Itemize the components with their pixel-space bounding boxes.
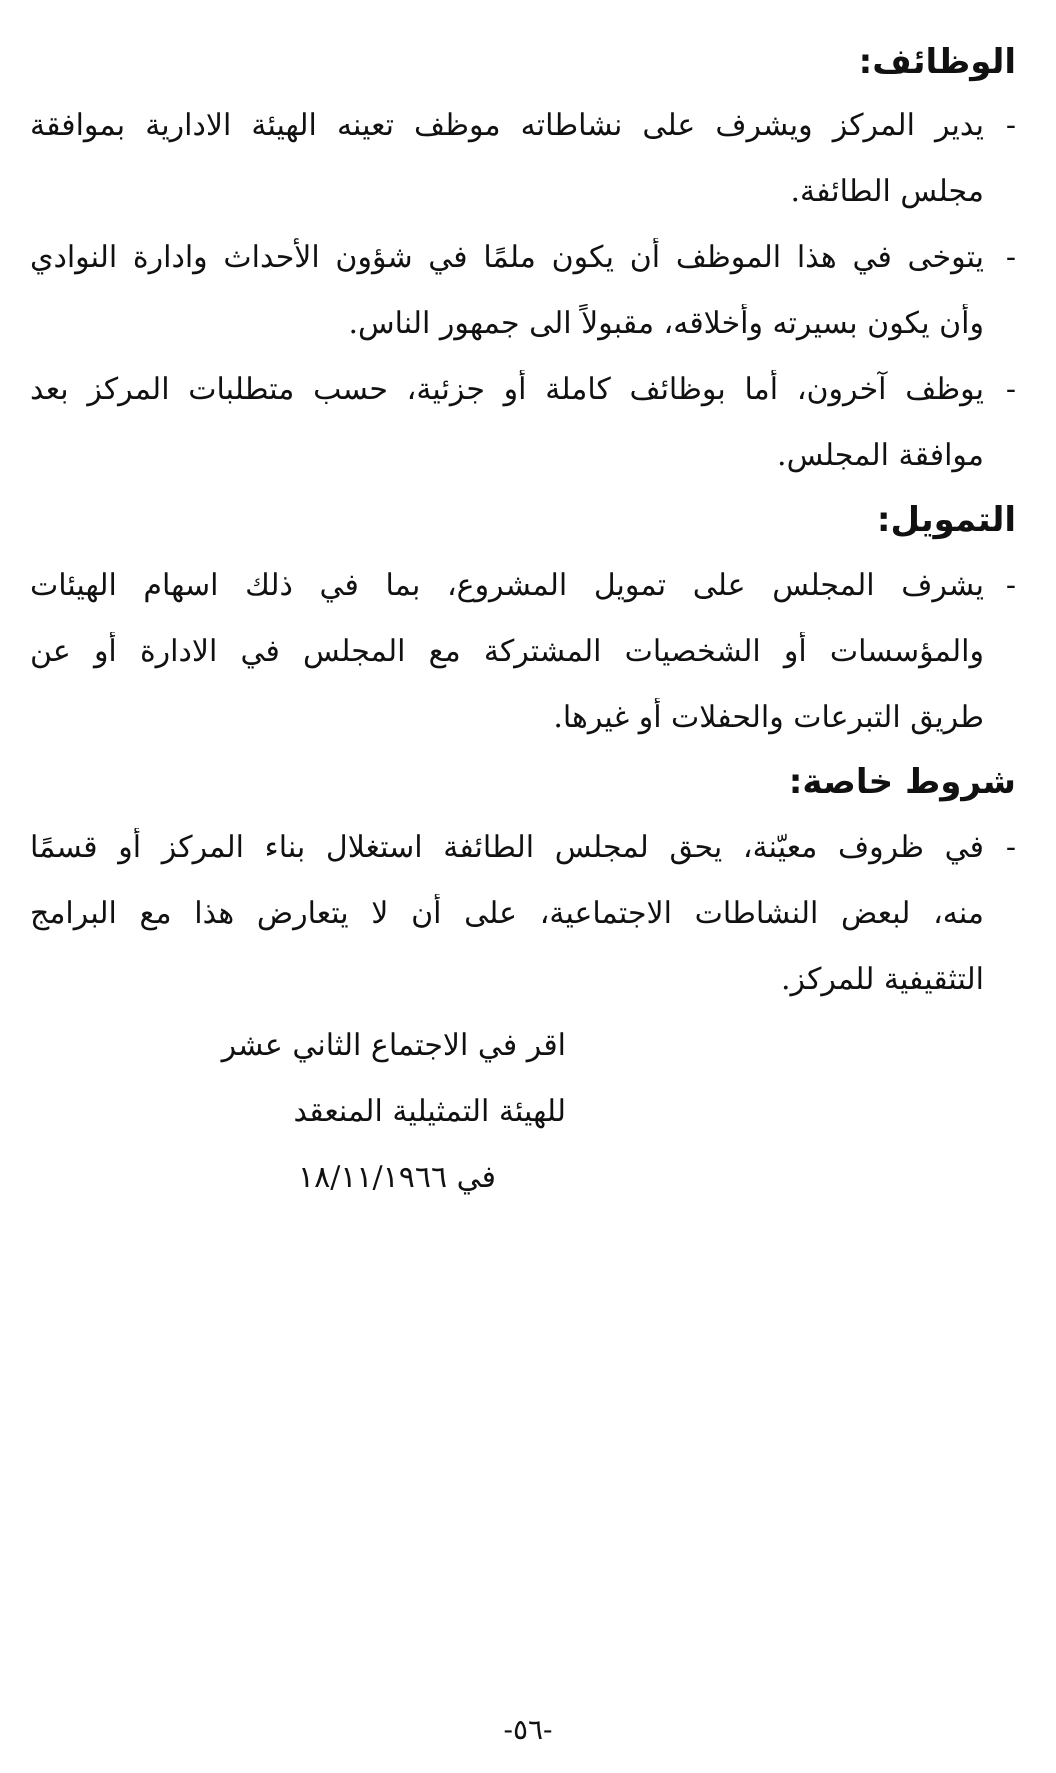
jobs-item-3-line-1: يوظف آخرون، أما بوظائف كاملة أو جزئية، حسب متطلبات المركز بعد: [30, 372, 984, 407]
jobs-item-1-marker: -: [1005, 108, 1016, 143]
funding-item-1-line-1: يشرف المجلس على تمويل المشروع، بما في ذلك اسهام الهيئات: [30, 568, 984, 603]
page-number: -٥٦-: [503, 1713, 553, 1746]
conditions-item-1-line-1: في ظروف معيّنة، يحق لمجلس الطائفة استغلال بناء المركز أو قسمًا: [30, 830, 984, 865]
jobs-item-3-marker: -: [1005, 372, 1016, 407]
approval-line-2: للهيئة التمثيلية المنعقد: [293, 1094, 566, 1129]
jobs-item-2-line-1: يتوخى في هذا الموظف أن يكون ملمًا في شؤون الأحداث وادارة النوادي: [30, 240, 984, 275]
funding-item-1-line-2: والمؤسسات أو الشخصيات المشتركة مع المجلس في الادارة أو عن: [30, 634, 984, 669]
approval-line-1: اقر في الاجتماع الثاني عشر: [221, 1028, 566, 1063]
jobs-heading: الوظائف:: [858, 42, 1016, 82]
conditions-heading: شروط خاصة:: [788, 762, 1016, 802]
funding-heading: التمويل:: [876, 500, 1016, 540]
jobs-item-3-line-2: موافقة المجلس.: [777, 438, 984, 473]
jobs-item-2-line-2: وأن يكون بسيرته وأخلاقه، مقبولاً الى جمهور الناس.: [348, 306, 984, 341]
jobs-item-1-line-2: مجلس الطائفة.: [790, 174, 984, 209]
funding-item-1-marker: -: [1005, 568, 1016, 603]
conditions-item-1-marker: -: [1005, 830, 1016, 865]
jobs-item-1-line-1: يدير المركز ويشرف على نشاطاته موظف تعينه الهيئة الادارية بموافقة: [30, 108, 984, 143]
conditions-item-1-line-2: منه، لبعض النشاطات الاجتماعية، على أن لا يتعارض هذا مع البرامج: [30, 896, 984, 931]
conditions-item-1-line-3: التثقيفية للمركز.: [781, 962, 984, 997]
jobs-item-2-marker: -: [1005, 240, 1016, 275]
funding-item-1-line-3: طريق التبرعات والحفلات أو غيرها.: [553, 700, 984, 735]
approval-date: في ١٨/١١/١٩٦٦: [297, 1160, 496, 1195]
